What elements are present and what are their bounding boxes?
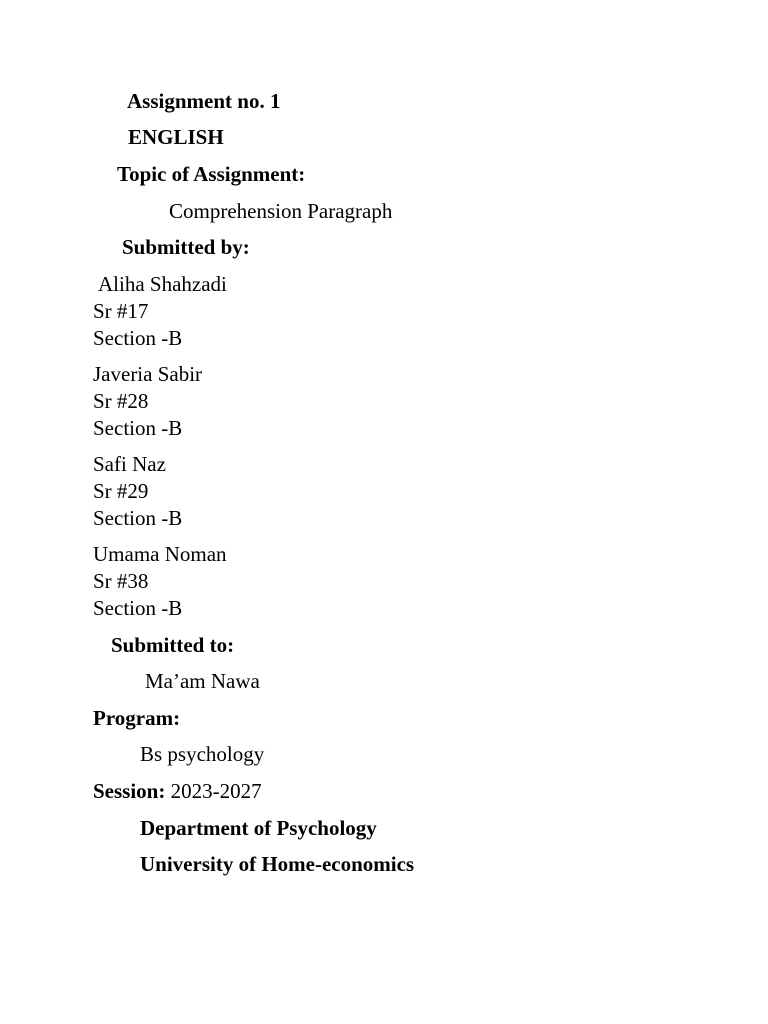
student-sr: Sr #29 xyxy=(93,479,149,503)
student-sr: Sr #38 xyxy=(93,569,149,593)
university-name: University of Home-economics xyxy=(140,852,415,876)
student-section: Section -B xyxy=(93,326,183,350)
student-name: Aliha Shahzadi xyxy=(98,272,227,296)
assignment-number: Assignment no. 1 xyxy=(127,89,281,113)
program-label: Program: xyxy=(93,706,181,730)
department-name: Department of Psychology xyxy=(140,816,377,840)
session-line xyxy=(93,779,262,803)
student-section: Section -B xyxy=(93,416,183,440)
student-section: Section -B xyxy=(93,506,183,530)
student-name: Safi Naz xyxy=(93,452,166,476)
student-name: Umama Noman xyxy=(93,542,227,566)
submitted-to-label: Submitted to: xyxy=(111,633,235,657)
session-label: Session: xyxy=(93,779,166,803)
submitted-by-label: Submitted by: xyxy=(122,235,250,259)
student-section: Section -B xyxy=(93,596,183,620)
subject-title: ENGLISH xyxy=(128,125,224,149)
topic-label: Topic of Assignment: xyxy=(117,162,306,186)
program-value: Bs psychology xyxy=(140,742,265,766)
student-name: Javeria Sabir xyxy=(93,362,203,386)
student-sr: Sr #28 xyxy=(93,389,149,413)
session-value: 2023-2027 xyxy=(170,779,262,803)
submitted-to-name: Ma’am Nawa xyxy=(145,669,260,693)
student-sr: Sr #17 xyxy=(93,299,149,323)
topic-value: Comprehension Paragraph xyxy=(169,199,393,223)
